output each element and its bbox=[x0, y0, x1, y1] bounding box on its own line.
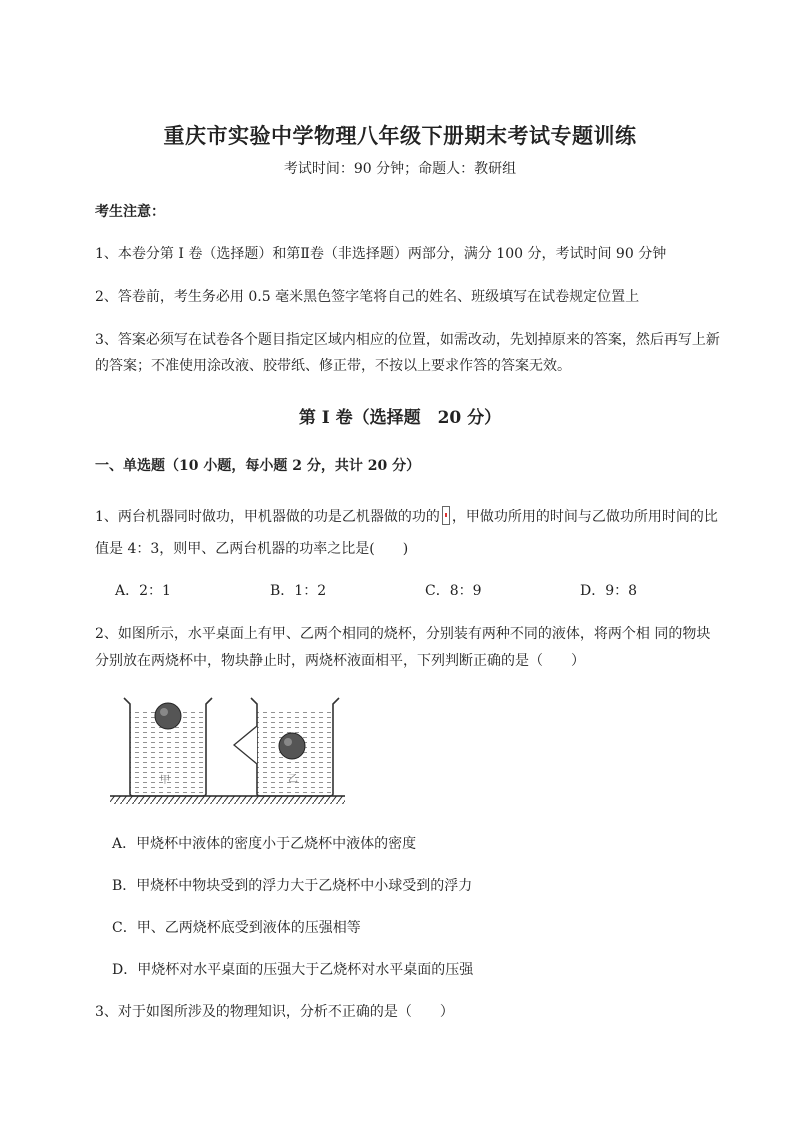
section-title: 第 I 卷（选择题 20 分） bbox=[298, 408, 502, 428]
q2-line-1: 2、如图所示，水平桌面上有甲、乙两个相同的烧杯，分别装有两种不同的液体，将两个相 同的物块 bbox=[95, 626, 711, 642]
block-yi bbox=[279, 733, 305, 759]
table-hatching bbox=[110, 796, 345, 804]
notice-item-3-line-1: 3、答案必须写在试卷各个题目指定区域内相应的位置，如需改动，先划掉原来的答案，然后再写上新 bbox=[95, 332, 720, 348]
q2-option-a[interactable]: A．甲烧杯中液体的密度小于乙烧杯中液体的密度 bbox=[112, 836, 417, 852]
q1-text-before: 1、两台机器同时做功，甲机器做的功是乙机器做的功的 bbox=[95, 509, 440, 525]
exam-info: 考试时间：90 分钟；命题人：教研组 bbox=[283, 161, 517, 177]
beaker-yi bbox=[234, 698, 339, 796]
page-title: 重庆市实验中学物理八年级下册期末考试专题训练 bbox=[163, 123, 637, 148]
beakers-figure bbox=[110, 690, 350, 810]
q2-option-c[interactable]: C．甲、乙两烧杯底受到液体的压强相等 bbox=[112, 920, 361, 936]
notice-item-1: 1、本卷分第 I 卷（选择题）和第Ⅱ卷（非选择题）两部分，满分 100 分，考试时间 90 分钟 bbox=[95, 246, 667, 262]
label-yi: 乙 bbox=[288, 774, 298, 785]
q1-option-c[interactable]: C．8：9 bbox=[425, 583, 482, 599]
q2-option-d[interactable]: D．甲烧杯对水平桌面的压强大于乙烧杯对水平桌面的压强 bbox=[112, 962, 474, 978]
q1-line-2: 值是 4：3，则甲、乙两台机器的功率之比是( ) bbox=[95, 541, 409, 557]
notice-item-2: 2、答卷前，考生务必用 0.5 毫米黑色签字笔将自己的姓名、班级填写在试卷规定位置上 bbox=[95, 289, 640, 305]
notice-heading: 考生注意： bbox=[95, 204, 165, 220]
notice-item-3-line-2: 的答案；不准使用涂改液、胶带纸、修正带，不按以上要求作答的答案无效。 bbox=[95, 358, 571, 374]
beaker-jia bbox=[124, 698, 212, 796]
q3-line-1: 3、对于如图所涉及的物理知识，分析不正确的是（ ） bbox=[95, 1004, 454, 1020]
q2-line-2: 分别放在两烧杯中，物块静止时，两烧杯液面相平，下列判断正确的是（ ） bbox=[95, 653, 585, 669]
fraction-image-icon bbox=[442, 506, 450, 525]
q1-option-a[interactable]: A．2：1 bbox=[115, 583, 171, 599]
q1-option-d[interactable]: D．9：8 bbox=[580, 583, 638, 599]
q1-options bbox=[95, 580, 735, 600]
label-jia: 甲 bbox=[160, 775, 170, 786]
q2-option-b[interactable]: B．甲烧杯中物块受到的浮力大于乙烧杯中小球受到的浮力 bbox=[112, 878, 473, 894]
q1-line-1 bbox=[95, 506, 735, 527]
block-jia bbox=[155, 703, 181, 729]
q1-text-after: ，甲做功所用的时间与乙做功所用时间的比 bbox=[451, 509, 718, 525]
beaker-spout bbox=[234, 726, 257, 764]
part-heading: 一、单选题（10 小题，每小题 2 分，共计 20 分） bbox=[95, 458, 421, 474]
q1-option-b[interactable]: B．1：2 bbox=[270, 583, 327, 599]
